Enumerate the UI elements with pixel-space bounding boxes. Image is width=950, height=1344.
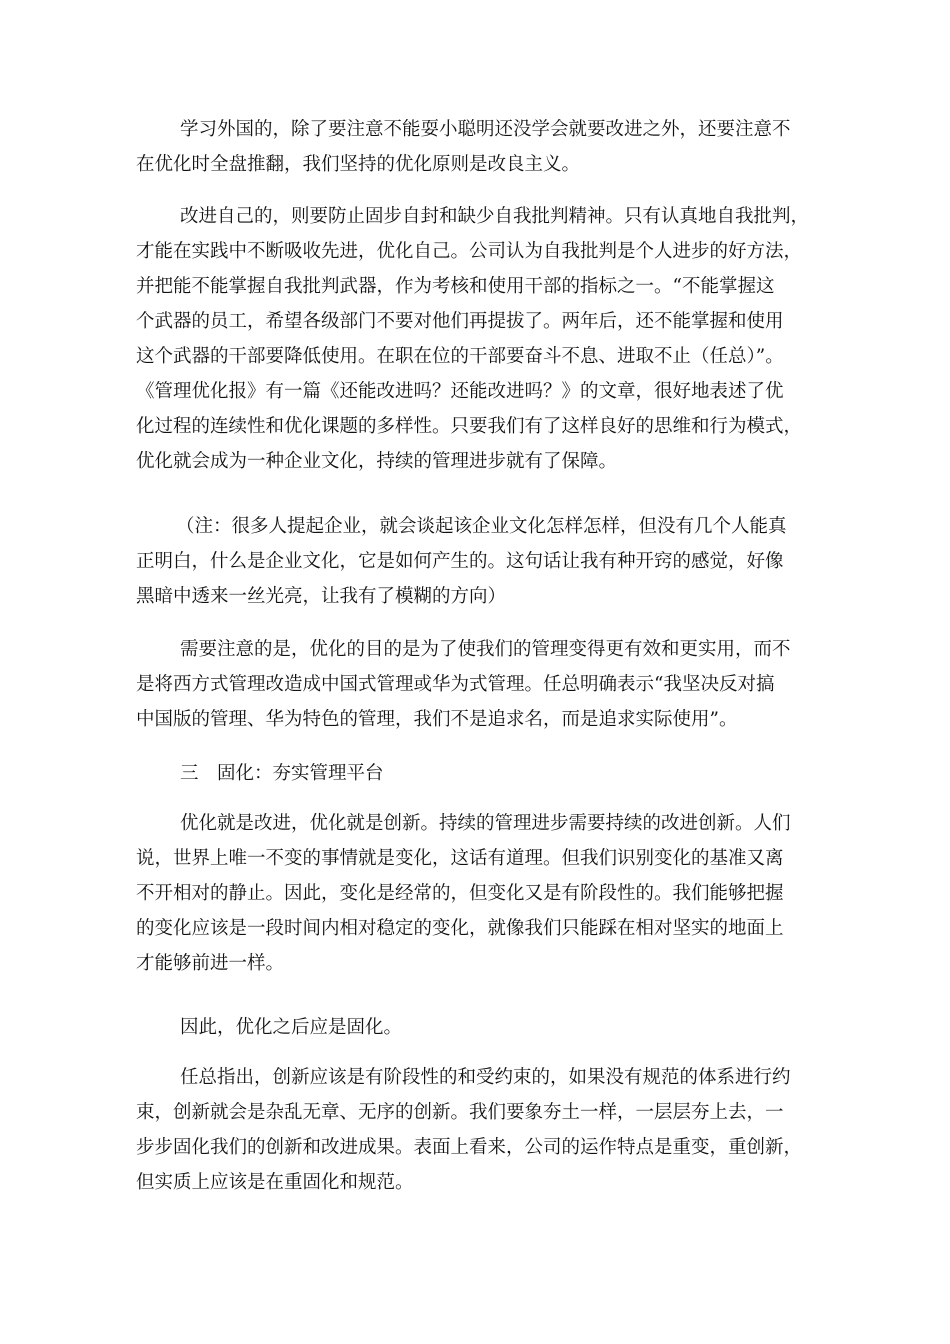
text-line: 需要注意的是，优化的目的是为了使我们的管理变得更有效和更实用，而不 (180, 639, 791, 660)
text-line: 因此，优化之后应是固化。 (180, 1017, 403, 1038)
text-line: 才能在实践中不断吸收先进，优化自己。公司认为自我批判是个人进步的好方法， (136, 241, 803, 262)
text-line: 不开相对的静止。因此，变化是经常的，但变化又是有阶段性的。我们能够把握 (136, 883, 784, 904)
text-line: 个武器的员工，希望各级部门不要对他们再提拔了。两年后，还不能掌握和使用 (136, 311, 784, 332)
text-line: 中国版的管理、华为特色的管理，我们不是追求名，而是追求实际使用”。 (136, 709, 738, 730)
text-line: 步步固化我们的创新和改进成果。表面上看来，公司的运作特点是重变，重创新， (136, 1137, 803, 1158)
section-heading (136, 756, 826, 791)
text-line: 黑暗中透来一丝光亮，让我有了模糊的方向） (136, 586, 507, 607)
text-line: 任总指出，创新应该是有阶段性的和受约束的，如果没有规范的体系进行约 (180, 1067, 791, 1088)
text-line: （注：很多人提起企业，就会谈起该企业文化怎样怎样，但没有几个人能真 (176, 516, 787, 537)
text-line: 改进自己的，则要防止固步自封和缺少自我批判精神。只有认真地自我批判， (180, 206, 810, 227)
paragraph-note (136, 509, 826, 614)
text-line: 但实质上应该是在重固化和规范。 (136, 1172, 414, 1193)
text-line: 学习外国的，除了要注意不能耍小聪明还没学会就要改进之外，还要注意不 (180, 119, 791, 140)
text-line: 优化就会成为一种企业文化，持续的管理进步就有了保障。 (136, 451, 618, 472)
text-line: 正明白，什么是企业文化，它是如何产生的。这句话让我有种开窍的感觉，好像 (136, 551, 784, 572)
text-line: 才能够前进一样。 (136, 953, 285, 974)
text-line: 并把能不能掌握自我批判武器，作为考核和使用干部的指标之一。“不能掌握这 (136, 276, 775, 297)
text-line: 优化就是改进，优化就是创新。持续的管理进步需要持续的改进创新。人们 (180, 813, 791, 834)
text-line: 在优化时全盘推翻，我们坚持的优化原则是改良主义。 (136, 154, 581, 175)
paragraph-optimization-purpose (136, 632, 826, 737)
text-line: 这个武器的干部要降低使用。在职在位的干部要奋斗不息、进取不止（任总）”。 (136, 346, 784, 367)
paragraph-innovation (136, 1060, 826, 1200)
text-line: 《管理优化报》有一篇《还能改进吗？还能改进吗？》的文章，很好地表述了优 (136, 381, 784, 402)
text-line: 化过程的连续性和优化课题的多样性。只要我们有了这样良好的思维和行为模式， (136, 416, 803, 437)
paragraph-learning-foreign (136, 112, 826, 182)
paragraph-consolidation (136, 1010, 826, 1045)
paragraph-self-criticism (136, 199, 826, 479)
heading-text: 三 固化：夯实管理平台 (180, 763, 384, 784)
text-line: 说，世界上唯一不变的事情就是变化，这话有道理。但我们识别变化的基准又离 (136, 848, 784, 869)
text-line: 束，创新就会是杂乱无章、无序的创新。我们要象夯土一样，一层层夯上去，一 (136, 1102, 784, 1123)
paragraph-change (136, 806, 826, 981)
text-line: 的变化应该是一段时间内相对稳定的变化，就像我们只能踩在相对坚实的地面上 (136, 918, 784, 939)
text-line: 是将西方式管理改造成中国式管理或华为式管理。任总明确表示“我坚决反对搞 (136, 674, 775, 695)
